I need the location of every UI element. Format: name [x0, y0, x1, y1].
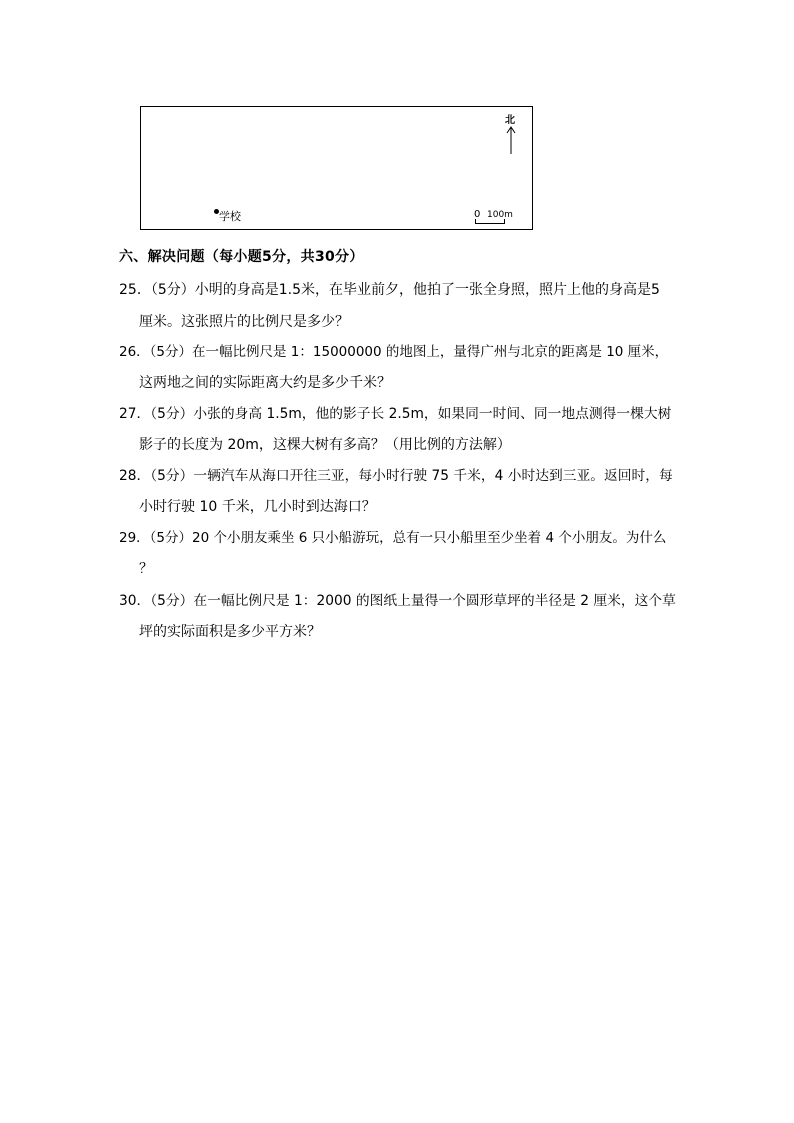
scale-zero-label: 0 — [474, 209, 481, 220]
question-line-1: 25．（5分）小明的身高是1.5米，在毕业前夕，他拍了一张全身照，照片上他的身高是5 — [119, 282, 660, 298]
north-arrow-icon — [505, 126, 517, 154]
question-line-2: 影子的长度为 20m，这棵大树有多高？（用比例的方法解） — [139, 437, 511, 453]
question-line-1: 26．（5分）在一幅比例尺是 1：15000000 的地图上，量得广州与北京的距离是 10 厘米， — [119, 344, 669, 360]
question-line-2: 这两地之间的实际距离大约是多少千米？ — [139, 375, 391, 391]
school-label: 学校 — [219, 210, 241, 223]
question-line-2: 坪的实际面积是多少平方米？ — [139, 624, 321, 640]
question-line-1: 28．（5分）一辆汽车从海口开往三亚，每小时行驶 75 千米，4 小时达到三亚。返回时，每 — [119, 468, 673, 484]
question-line-1: 30．（5分）在一幅比例尺是 1：2000 的图纸上量得一个圆形草坪的半径是 2 厘米，这个草 — [119, 593, 676, 609]
scale-value-label: 100m — [487, 210, 513, 220]
question-line-2: 厘米。这张照片的比例尺是多少？ — [139, 314, 349, 330]
scale-bar-icon — [475, 219, 505, 224]
question-line-1: 29．（5分）20 个小朋友乘坐 6 只小船游玩，总有一只小船里至少坐着 4 个小朋友。为什么 — [119, 530, 667, 546]
question-line-2: 小时行驶 10 千米，几小时到达海口？ — [139, 499, 376, 515]
map-figure — [140, 106, 533, 230]
section-title: 六、解决问题（每小题5分，共30分） — [119, 249, 364, 265]
north-label: 北 — [505, 115, 515, 126]
question-line-1: 27．（5分）小张的身高 1.5m，他的影子长 2.5m，如果同一时间、同一地点测得一棵大树 — [119, 406, 672, 422]
question-line-2: ？ — [139, 561, 153, 577]
